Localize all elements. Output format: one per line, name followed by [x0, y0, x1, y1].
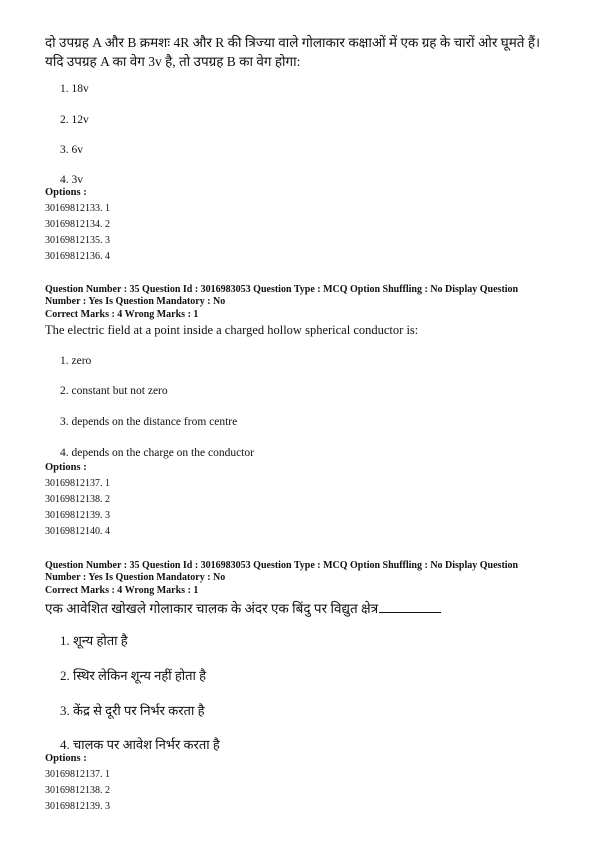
q35-en-meta-line-2: Number : Yes Is Question Mandatory : No: [45, 296, 226, 307]
q35-hi-marks: Correct Marks : 4 Wrong Marks : 1: [45, 585, 199, 596]
q35-en-options-label: Options :: [45, 462, 87, 473]
q34-option-id-2: 30169812134. 2: [45, 219, 110, 230]
answer-blank: [379, 600, 441, 613]
q34-option-2: 2. 12v: [60, 114, 89, 126]
q35-hi-meta-line-2: Number : Yes Is Question Mandatory : No: [45, 572, 226, 583]
q34-option-3: 3. 6v: [60, 144, 83, 156]
q35-hi-options-label: Options :: [45, 753, 87, 764]
q34-option-id-3: 30169812135. 3: [45, 235, 110, 246]
q35-en-marks: Correct Marks : 4 Wrong Marks : 1: [45, 309, 199, 320]
q34-option-4: 4. 3v: [60, 174, 83, 186]
q35-hi-meta-line-1: Question Number : 35 Question Id : 3016983053 Question Type : MCQ Option Shuffling : No Display Question: [45, 560, 519, 571]
q35-hi-question-text: [45, 599, 441, 618]
q35-hi-option-4: 4. चालक पर आवेश निर्भर करता है: [60, 737, 220, 752]
q35-en-option-id-3: 30169812139. 3: [45, 510, 110, 521]
q35-en-option-id-1: 30169812137. 1: [45, 478, 110, 489]
q35-en-option-id-4: 30169812140. 4: [45, 526, 110, 537]
q35-en-option-1: 1. zero: [60, 355, 92, 367]
q35-hi-option-2: 2. स्थिर लेकिन शून्य नहीं होता है: [60, 668, 207, 683]
q35-en-option-id-2: 30169812138. 2: [45, 494, 110, 505]
q34-option-id-4: 30169812136. 4: [45, 251, 110, 262]
q34-option-id-1: 30169812133. 1: [45, 203, 110, 214]
q35-hi-option-id-2: 30169812138. 2: [45, 785, 110, 796]
q35-en-meta-line-1: Question Number : 35 Question Id : 3016983053 Question Type : MCQ Option Shuffling : No Display Question: [45, 284, 519, 295]
q35-en-option-3: 3. depends on the distance from centre: [60, 416, 238, 428]
q35-hi-option-id-1: 30169812137. 1: [45, 769, 110, 780]
q35-hi-option-3: 3. केंद्र से दूरी पर निर्भर करता है: [60, 703, 205, 718]
q34-options-label: Options :: [45, 187, 87, 198]
q35-en-question-text: The electric field at a point inside a charged hollow spherical conductor is:: [45, 323, 419, 337]
q35-en-option-4: 4. depends on the charge on the conductor: [60, 447, 254, 459]
q34-option-1: 1. 18v: [60, 83, 89, 95]
q35-hi-option-1: 1. शून्य होता है: [60, 633, 128, 648]
q35-hi-question-label: एक आवेशित खोखले गोलाकार चालक के अंदर एक बिंदु पर विद्युत क्षेत्र: [45, 601, 379, 616]
question-34-text-line-1: दो उपग्रह A और B क्रमशः 4R और R की त्रिज्या वाले गोलाकार कक्षाओं में एक ग्रह के चारों ओर घूमते हैं।: [45, 35, 541, 50]
q35-en-option-2: 2. constant but not zero: [60, 385, 168, 397]
q35-hi-option-id-3: 30169812139. 3: [45, 801, 110, 812]
question-34-text-line-2: यदि उपग्रह A का वेग 3v है, तो उपग्रह B का वेग होगा:: [45, 54, 301, 69]
